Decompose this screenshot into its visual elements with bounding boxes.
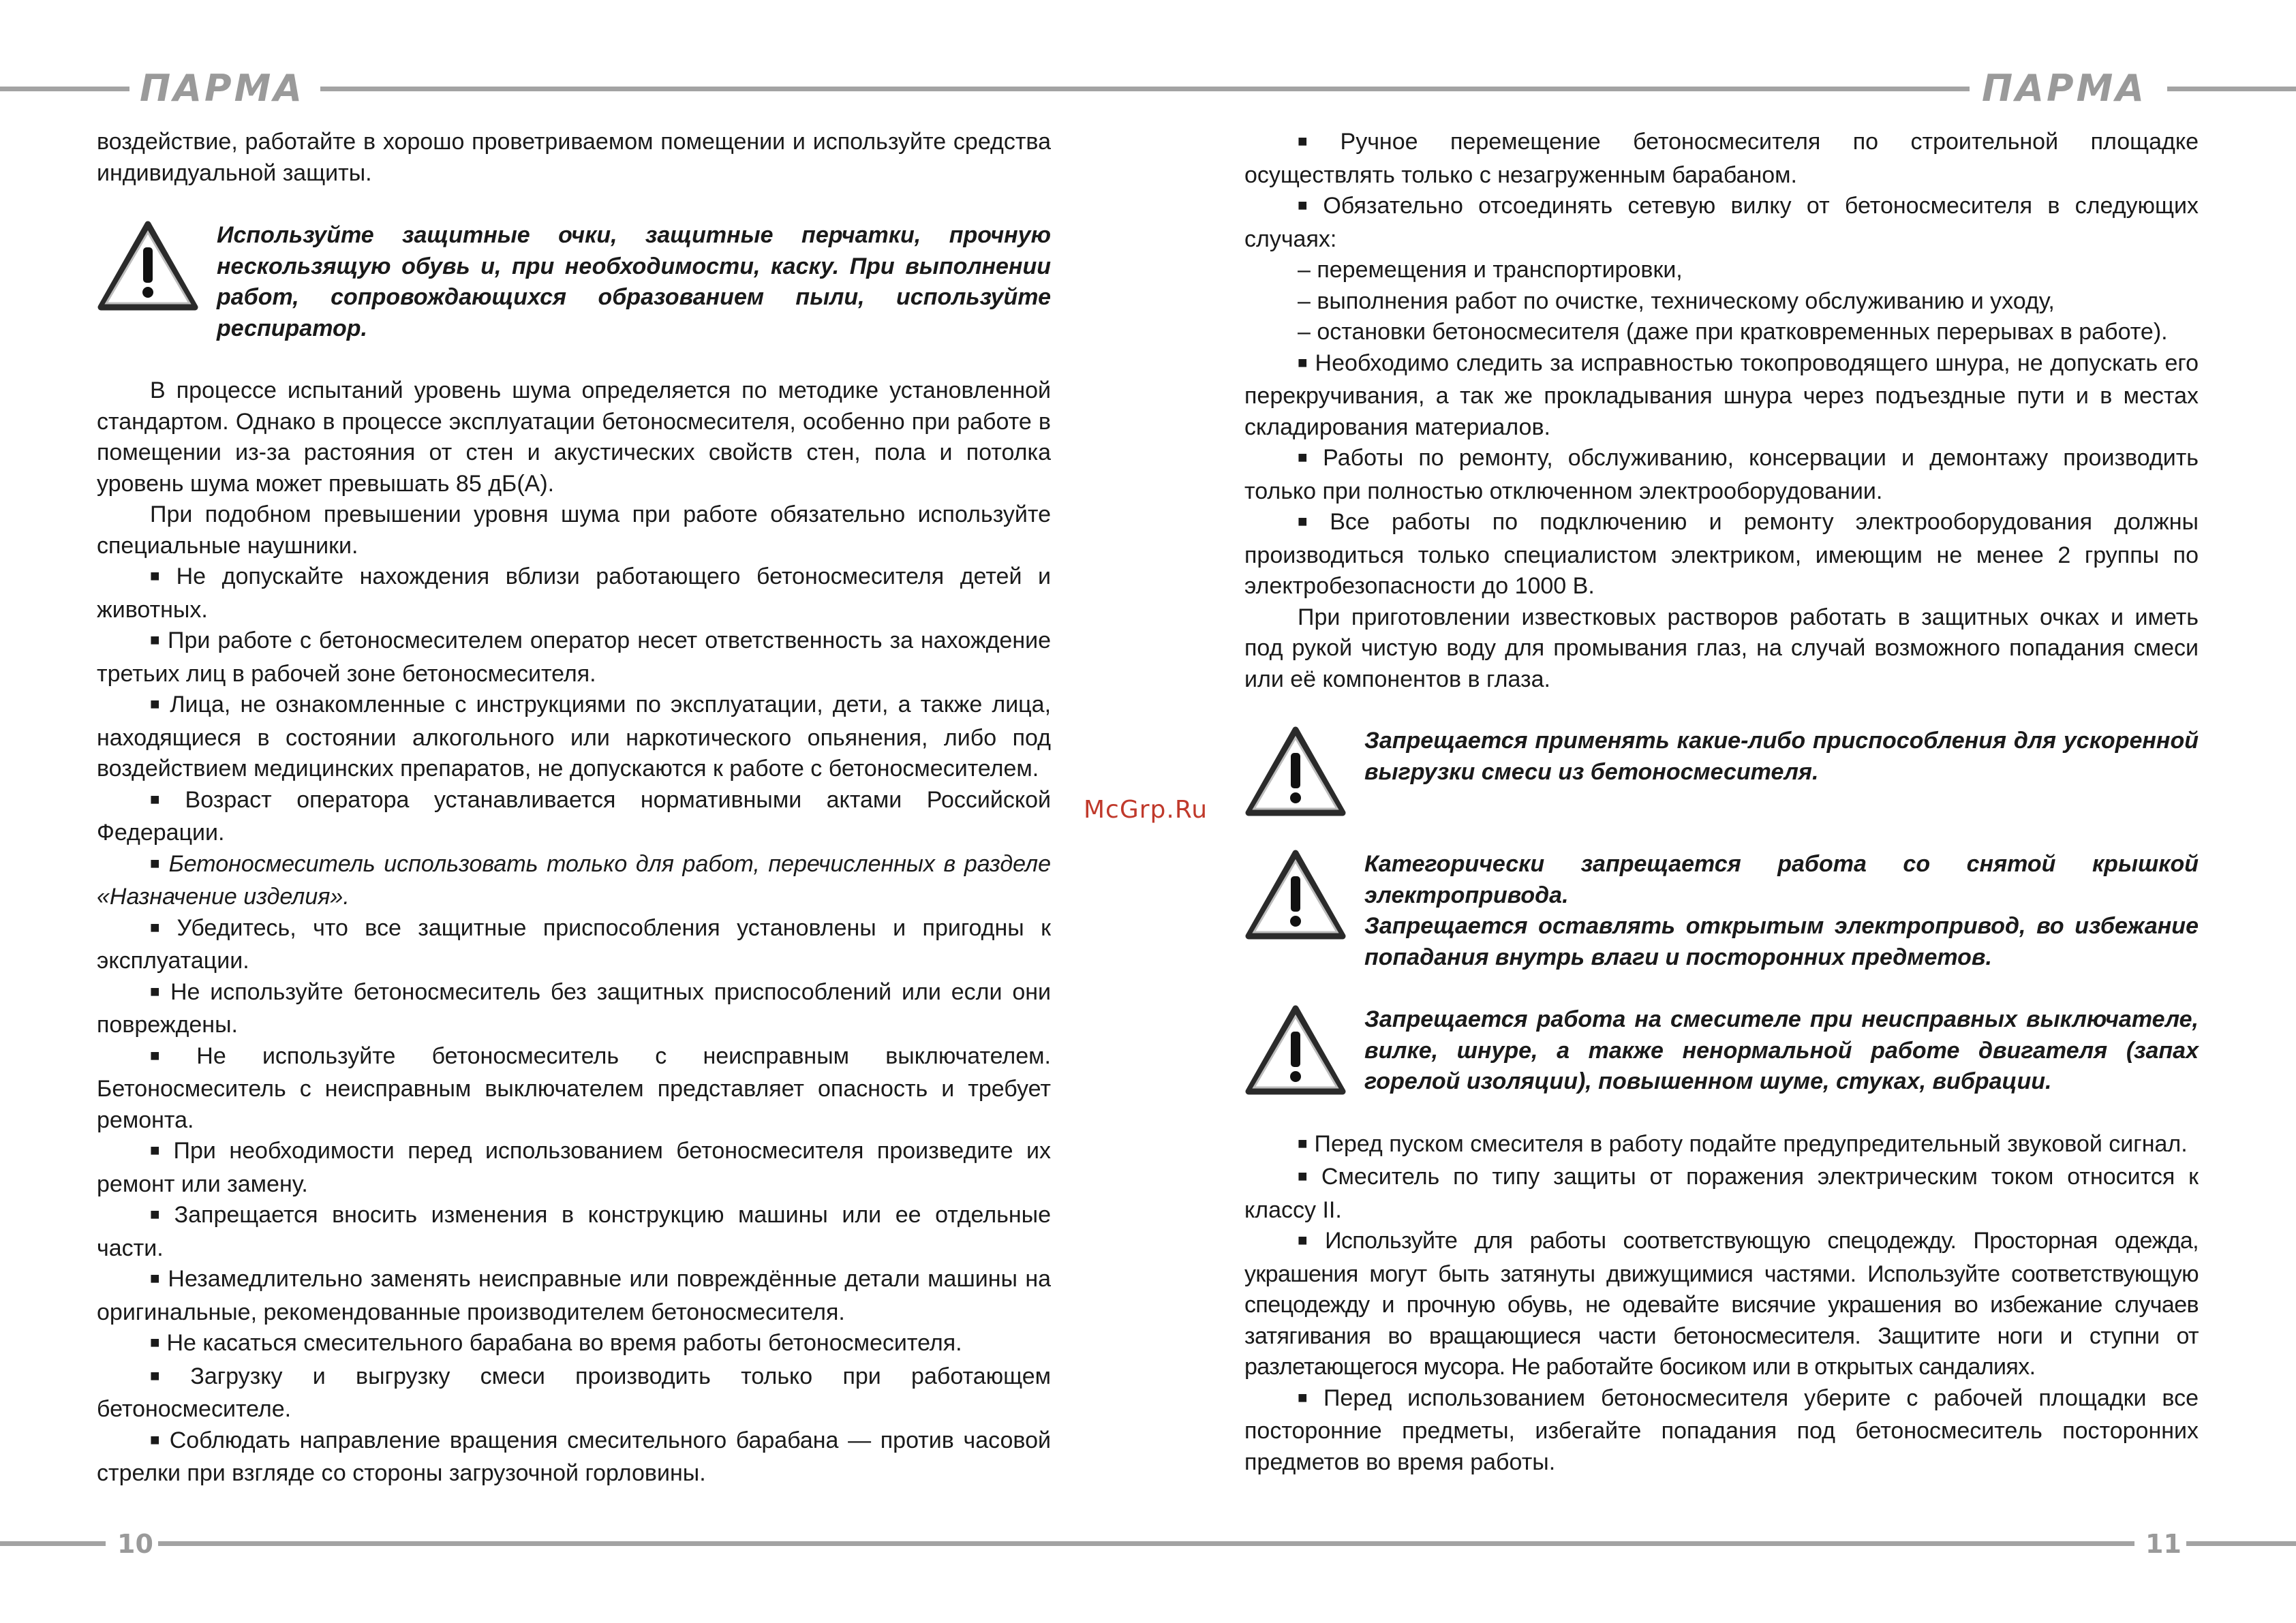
bullet-square-icon: ■ bbox=[1298, 448, 1317, 467]
sub-item: – выполнения работ по очистке, техническому обслуживанию и уходу, bbox=[1298, 288, 2055, 314]
list-item: ■ Обязательно отсоединять сетевую вилку от бетоносмесителя в следующих случаях: bbox=[1244, 193, 2199, 252]
earmuffs-paragraph: При подобном превышении уровня шума при работе обязательно используйте специальные наушники. bbox=[97, 501, 1051, 559]
watermark: McGrp.Ru bbox=[1084, 796, 1208, 824]
footer-rule-right bbox=[2186, 1541, 2296, 1546]
warning-text: Используйте защитные очки, защитные перчатки, прочную нескользящую обувь и, при необходимости, каску. При выполнении работ, сопровождающихся образованием пыли, используйте респиратор. bbox=[217, 222, 1051, 341]
bullet-square-icon: ■ bbox=[150, 1205, 168, 1224]
page-number-right: 11 bbox=[2145, 1529, 2182, 1559]
intro-paragraph: воздействие, работайте в хорошо проветриваемом помещении и используйте средства индивидуальной защиты. bbox=[97, 129, 1051, 186]
warning-triangle-icon bbox=[97, 220, 199, 313]
warning-triangle-icon bbox=[1244, 726, 1347, 818]
bullet-square-icon: ■ bbox=[150, 1366, 184, 1385]
list-item: ■ Загрузку и выгрузку смеси производить только при работающем бетоносмесителе. bbox=[97, 1363, 1051, 1422]
list-item: ■ Не используйте бетоносмеситель с неисправным выключателем. Бетоносмеситель с неисправным выключателем представляет опасность и требует ремонта. bbox=[97, 1042, 1051, 1133]
noise-paragraph: В процессе испытаний уровень шума определяется по методике установленной стандартом. Однако в процессе эксплуатации бетоносмесителя, особенно при работе в помещении из-за растояния от стен и акустических свойств стен, пола и потолка уровень шума может превышать 85 дБ(А). bbox=[97, 377, 1051, 497]
bullet-square-icon: ■ bbox=[150, 1046, 190, 1065]
bullet-square-icon: ■ bbox=[150, 982, 164, 1001]
list-item: ■ Ручное перемещение бетоносмесителя по строительной площадке осуществлять только с незагруженным барабаном. bbox=[1244, 129, 2199, 188]
list-item: ■ Работы по ремонту, обслуживанию, консервации и демонтажу производить только при полностью отключенном электрооборудовании. bbox=[1244, 445, 2199, 504]
list-item: ■ Перед использованием бетоносмесителя уберите с рабочей площадки все посторонние предметы, избегайте попадания под бетоносмеситель посторонних предметов во время работы. bbox=[1244, 1385, 2199, 1475]
list-item: ■ Используйте для работы соответствующую спецодежду. Просторная одежда, украшения могут быть затянуты движущимися частями. Используйте соответствующую спецодежду и прочную обувь, не одевайте висячие украшения во избежание случаев затягивания во вращающиеся части бетоносмесителя. Защитите ноги и ступни от разлетающегося мусора. Не работайте босиком или в открытых сандалиях. bbox=[1244, 1228, 2199, 1380]
header-rule-left bbox=[0, 87, 129, 91]
header-rule-right bbox=[2167, 87, 2296, 91]
warning-text: Запрещается применять какие-либо приспособления для ускоренной выгрузки смеси из бетоносмесителя. bbox=[1364, 728, 2199, 785]
list-item: ■ Необходимо следить за исправностью токопроводящего шнура, не допускать его перекручивания, а так же прокладывания шнура через подъездные пути и в местах складирования материалов. bbox=[1244, 350, 2199, 440]
bullet-square-icon: ■ bbox=[1298, 512, 1323, 531]
bullet-square-icon: ■ bbox=[1298, 1134, 1308, 1153]
list-item: ■ Запрещается вносить изменения в конструкцию машины или ее отдельные части. bbox=[97, 1202, 1051, 1261]
list-item: ■ Лица, не ознакомленные с инструкциями по эксплуатации, дети, а также лица, находящиеся в состоянии алкогольного или наркотического опьянения, либо под воздействием медицинских препаратов, не допускаются к работе с бетоносмесителем. bbox=[97, 692, 1052, 782]
warning-triangle-icon bbox=[1244, 1004, 1347, 1097]
list-item: ■ Соблюдать направление вращения смесительного барабана — против часовой стрелки при взгляде со стороны загрузочной горловины. bbox=[97, 1427, 1051, 1486]
bullet-square-icon: ■ bbox=[150, 631, 162, 649]
bullet-square-icon: ■ bbox=[150, 1430, 163, 1449]
warning-block-ppe bbox=[97, 220, 1051, 344]
list-item: ■ Возраст оператора устанавливается нормативными актами Российской Федерации. bbox=[97, 786, 1051, 846]
header-rule-center bbox=[320, 87, 1970, 91]
list-item: ■ При работе с бетоносмесителем оператор несет ответственность за нахождение третьих лиц в рабочей зоне бетоносмесителя. bbox=[97, 628, 1051, 687]
right-page-column bbox=[1244, 127, 2199, 1478]
bullet-square-icon: ■ bbox=[150, 1269, 162, 1288]
brand-logo-right: ПАРМА bbox=[1982, 67, 2147, 110]
list-item: ■ Не допускайте нахождения вблизи работающего бетоносмесителя детей и животных. bbox=[97, 563, 1051, 623]
sub-item: – перемещения и транспортировки, bbox=[1298, 257, 1683, 283]
bullet-square-icon: ■ bbox=[150, 1141, 167, 1160]
list-item-italic: ■ Бетоносмеситель использовать только для работ, перечисленных в разделе «Назначение изделия». bbox=[97, 850, 1051, 910]
bullet-square-icon: ■ bbox=[150, 790, 179, 809]
warning-triangle-icon bbox=[1244, 849, 1347, 942]
warning-block-motor-cover bbox=[1244, 849, 2199, 973]
warning-text: Запрещается оставлять открытым электропривод, во избежание попадания внутрь влаги и посторонних предметов. bbox=[1364, 913, 2199, 970]
warning-text: Запрещается работа на смесителе при неисправных выключателе, вилке, шнуре, а также ненормальной работе двигателя (запах горелой изоляции), повышенном шуме, стуках, вибрации. bbox=[1364, 1006, 2199, 1094]
bullet-square-icon: ■ bbox=[1298, 196, 1317, 215]
bullet-square-icon: ■ bbox=[150, 695, 164, 713]
list-item: ■ Смеситель по типу защиты от поражения электрическим током относится к классу II. bbox=[1244, 1164, 2199, 1223]
bullet-square-icon: ■ bbox=[150, 567, 170, 585]
brand-logo-left: ПАРМА bbox=[140, 67, 305, 110]
list-item: ■ Все работы по подключению и ремонту электрооборудования должны производиться только специалистом электриком, имеющим не менее 2 группы по электробезопасности до 1000 В. bbox=[1244, 509, 2199, 599]
warning-text: Категорически запрещается работа со снятой крышкой электропривода. bbox=[1364, 851, 2199, 908]
list-item: ■ При необходимости перед использованием бетоносмесителя произведите их ремонт или замену. bbox=[97, 1138, 1051, 1197]
list-item: ■ Незамедлительно заменять неисправные или повреждённые детали машины на оригинальные, рекомендованные производителем бетоносмесителя. bbox=[97, 1266, 1051, 1325]
footer-rule-center bbox=[158, 1541, 2134, 1546]
list-item: ■ Убедитесь, что все защитные приспособления установлены и пригодны к эксплуатации. bbox=[97, 914, 1052, 974]
warning-block-unload bbox=[1244, 726, 2199, 818]
list-item: ■ Не касаться смесительного барабана во время работы бетоносмесителя. bbox=[150, 1330, 962, 1356]
bullet-square-icon: ■ bbox=[150, 918, 170, 937]
sub-item: – остановки бетоносмесителя (даже при кратковременных перерывах в работе). bbox=[1298, 319, 2168, 345]
list-item: ■ Не используйте бетоносмеситель без защитных приспособлений или если они повреждены. bbox=[97, 978, 1052, 1038]
bullet-square-icon: ■ bbox=[150, 1333, 160, 1352]
bullet-square-icon: ■ bbox=[1298, 1388, 1317, 1407]
warning-block-faults bbox=[1244, 1004, 2199, 1098]
lime-paragraph: При приготовлении известковых растворов работать в защитных очках и иметь под рукой чистую воду для промывания глаз, на случай возможного попадания смеси или её компонентов в глаза. bbox=[1244, 604, 2199, 692]
left-page-column bbox=[97, 127, 1051, 1489]
bullet-square-icon: ■ bbox=[1298, 1231, 1319, 1250]
page-number-left: 10 bbox=[117, 1529, 153, 1559]
list-item: ■ Перед пуском смесителя в работу подайте предупредительный звуковой сигнал. bbox=[1298, 1130, 2188, 1157]
bullet-square-icon: ■ bbox=[1298, 132, 1334, 151]
bullet-square-icon: ■ bbox=[1298, 1167, 1315, 1186]
bullet-square-icon: ■ bbox=[150, 854, 162, 873]
footer-rule-left bbox=[0, 1541, 106, 1546]
bullet-square-icon: ■ bbox=[1298, 353, 1308, 372]
